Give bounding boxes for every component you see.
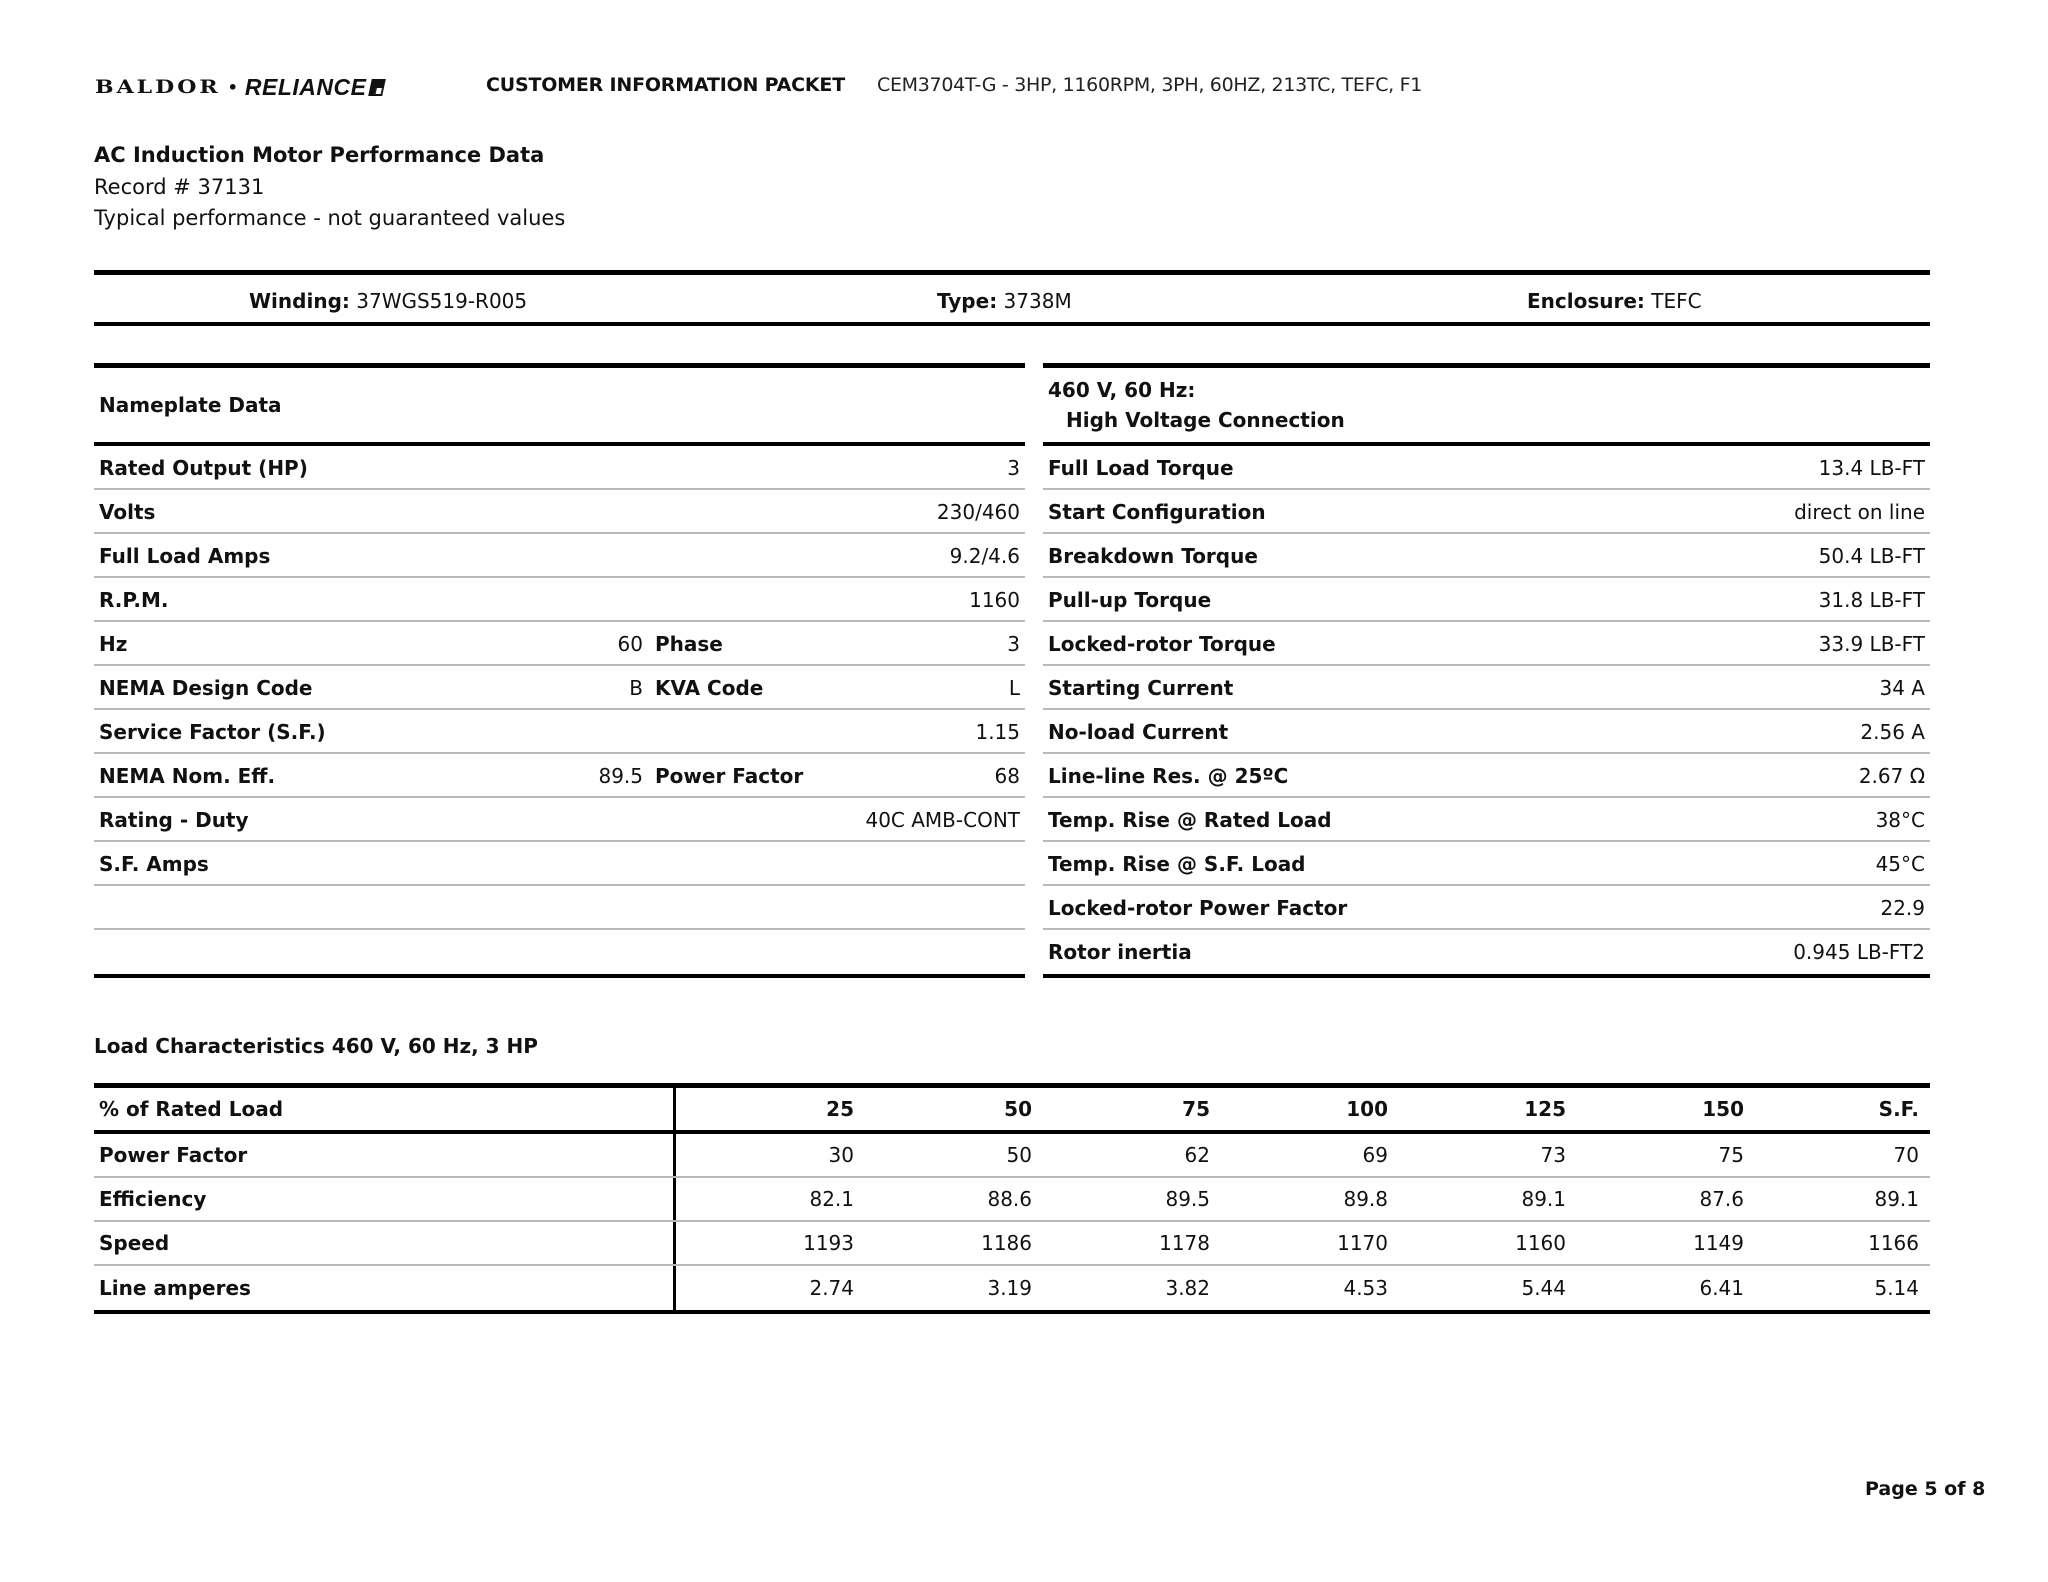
table-row (94, 842, 1025, 886)
row-label: Temp. Rise @ S.F. Load (1048, 852, 1306, 876)
row-mid-label: KVA Code (655, 676, 764, 700)
row-mid-value: B (629, 676, 643, 700)
cell: 89.5 (1165, 1187, 1210, 1211)
table-row (94, 666, 1025, 710)
winding-value: 37WGS519-R005 (356, 289, 528, 313)
table-row (94, 798, 1025, 842)
table-row (94, 578, 1025, 622)
column-header: 25 (826, 1097, 854, 1121)
column-header-label: % of Rated Load (94, 1088, 676, 1130)
table-row (1043, 710, 1930, 754)
row-label: Full Load Torque (1048, 456, 1234, 480)
row-label: Rotor inertia (1048, 940, 1192, 964)
row-label: Locked-rotor Power Factor (1048, 896, 1348, 920)
cell: 1166 (1868, 1231, 1919, 1255)
table-row (1043, 798, 1930, 842)
row-value: L (1008, 676, 1020, 700)
table-row (94, 490, 1025, 534)
row-label: Efficiency (94, 1178, 676, 1220)
type-field (937, 289, 1072, 313)
cell: 5.44 (1521, 1276, 1566, 1300)
table-row (94, 1266, 1930, 1310)
cell: 1170 (1337, 1231, 1388, 1255)
table-row (94, 754, 1025, 798)
logo-separator: • (227, 77, 238, 97)
row-mid-label: Power Factor (655, 764, 804, 788)
row-mid-value: 60 (617, 632, 643, 656)
cell: 89.8 (1343, 1187, 1388, 1211)
table-header-row (94, 1088, 1930, 1134)
row-label: R.P.M. (99, 588, 169, 612)
row-value: 3 (1007, 632, 1020, 656)
row-value: 45°C (1875, 852, 1925, 876)
connection-table (1043, 363, 1930, 978)
table-row (1043, 446, 1930, 490)
cell: 6.41 (1699, 1276, 1744, 1300)
row-value: 22.9 (1880, 896, 1925, 920)
row-value: 31.8 LB-FT (1818, 588, 1925, 612)
cell: 1178 (1159, 1231, 1210, 1255)
row-value: 9.2/4.6 (949, 544, 1020, 568)
row-label: Locked-rotor Torque (1048, 632, 1276, 656)
row-value: 1.15 (975, 720, 1020, 744)
nameplate-heading (94, 368, 1025, 446)
row-value: 34 A (1879, 676, 1925, 700)
cell: 1186 (981, 1231, 1032, 1255)
cell: 50 (1006, 1143, 1032, 1167)
row-label: Volts (99, 500, 156, 524)
packet-title: CUSTOMER INFORMATION PACKET (486, 74, 845, 96)
cell: 69 (1362, 1143, 1388, 1167)
winding-label: Winding: (249, 289, 350, 313)
cell: 3.19 (987, 1276, 1032, 1300)
document-title: AC Induction Motor Performance Data (94, 143, 545, 167)
table-row (94, 1134, 1930, 1178)
row-label: Temp. Rise @ Rated Load (1048, 808, 1332, 832)
logo-reliance-text: RELIANCE (244, 73, 367, 100)
row-value: 68 (994, 764, 1020, 788)
table-row (94, 534, 1025, 578)
row-label: Rating - Duty (99, 808, 249, 832)
cell: 1193 (803, 1231, 854, 1255)
table-row (1043, 930, 1930, 974)
winding-field (249, 289, 527, 313)
cell: 1160 (1515, 1231, 1566, 1255)
row-mid-label: Phase (655, 632, 723, 656)
table-row (94, 622, 1025, 666)
summary-bar (94, 270, 1930, 326)
row-label: NEMA Design Code (99, 676, 313, 700)
cell: 89.1 (1521, 1187, 1566, 1211)
page-number: Page 5 of 8 (1865, 1478, 1986, 1500)
table-row (94, 1222, 1930, 1266)
row-value: 3 (1007, 456, 1020, 480)
row-value: 2.67 Ω (1858, 764, 1925, 788)
type-label: Type: (937, 289, 998, 313)
row-value: 50.4 LB-FT (1818, 544, 1925, 568)
row-value: 230/460 (936, 500, 1020, 524)
table-row (94, 710, 1025, 754)
row-value: 2.56 A (1860, 720, 1925, 744)
row-label: Line-line Res. @ 25ºC (1048, 764, 1289, 788)
column-header: 75 (1182, 1097, 1210, 1121)
nameplate-table (94, 363, 1025, 978)
table-row (1043, 490, 1930, 534)
row-value: 0.945 LB-FT2 (1793, 940, 1925, 964)
cell: 1149 (1693, 1231, 1744, 1255)
table-row-empty (94, 930, 1025, 974)
cell: 88.6 (987, 1187, 1032, 1211)
table-row (1043, 534, 1930, 578)
cell: 75 (1718, 1143, 1744, 1167)
connection-subheading: High Voltage Connection (1066, 408, 1345, 432)
column-header: 125 (1524, 1097, 1566, 1121)
table-row (1043, 842, 1930, 886)
reliance-mark-icon (369, 79, 387, 96)
row-label: Line amperes (94, 1266, 676, 1310)
row-label: Service Factor (S.F.) (99, 720, 326, 744)
load-characteristics-table (94, 1083, 1930, 1314)
row-label: Speed (94, 1222, 676, 1264)
row-label: Power Factor (94, 1134, 676, 1176)
column-header: 100 (1346, 1097, 1388, 1121)
table-row (94, 446, 1025, 490)
cell: 4.53 (1343, 1276, 1388, 1300)
table-row (1043, 578, 1930, 622)
table-row-empty (94, 886, 1025, 930)
row-value: 38°C (1875, 808, 1925, 832)
row-label: Start Configuration (1048, 500, 1266, 524)
row-label: Breakdown Torque (1048, 544, 1258, 568)
table-row (1043, 622, 1930, 666)
row-label: Full Load Amps (99, 544, 271, 568)
cell: 70 (1893, 1143, 1919, 1167)
connection-heading (1043, 368, 1930, 446)
part-number: CEM3704T-G - 3HP, 1160RPM, 3PH, 60HZ, 213TC, TEFC, F1 (877, 74, 1423, 96)
nameplate-heading-text: Nameplate Data (99, 393, 282, 417)
cell: 30 (828, 1143, 854, 1167)
logo-baldor-text: BALDOR (95, 75, 221, 99)
row-value: 13.4 LB-FT (1818, 456, 1925, 480)
cell: 89.1 (1874, 1187, 1919, 1211)
cell: 62 (1184, 1143, 1210, 1167)
row-label: No-load Current (1048, 720, 1229, 744)
row-label: Rated Output (HP) (99, 456, 308, 480)
cell: 5.14 (1874, 1276, 1919, 1300)
cell: 87.6 (1699, 1187, 1744, 1211)
column-header: 50 (1004, 1097, 1032, 1121)
column-header: S.F. (1878, 1097, 1919, 1121)
row-label: Pull-up Torque (1048, 588, 1212, 612)
row-value: direct on line (1794, 500, 1925, 524)
record-number: Record # 37131 (94, 175, 265, 199)
table-row (1043, 666, 1930, 710)
row-label: NEMA Nom. Eff. (99, 764, 276, 788)
cell: 3.82 (1165, 1276, 1210, 1300)
row-value: 33.9 LB-FT (1818, 632, 1925, 656)
cell: 73 (1540, 1143, 1566, 1167)
row-mid-value: 89.5 (598, 764, 643, 788)
column-header: 150 (1702, 1097, 1744, 1121)
cell: 82.1 (809, 1187, 854, 1211)
load-characteristics-title: Load Characteristics 460 V, 60 Hz, 3 HP (94, 1034, 538, 1058)
brand-logo (95, 72, 384, 102)
table-row (1043, 754, 1930, 798)
disclaimer-note: Typical performance - not guaranteed values (94, 206, 566, 230)
row-label: S.F. Amps (99, 852, 209, 876)
row-label: Hz (99, 632, 128, 656)
type-value: 3738M (1003, 289, 1072, 313)
row-value: 40C AMB-CONT (865, 808, 1020, 832)
row-value: 1160 (969, 588, 1020, 612)
row-label: Starting Current (1048, 676, 1234, 700)
enclosure-value: TEFC (1651, 289, 1702, 313)
cell: 2.74 (809, 1276, 854, 1300)
connection-heading-text: 460 V, 60 Hz: (1048, 378, 1196, 402)
enclosure-field (1527, 289, 1702, 313)
enclosure-label: Enclosure: (1527, 289, 1645, 313)
table-row (1043, 886, 1930, 930)
table-row (94, 1178, 1930, 1222)
